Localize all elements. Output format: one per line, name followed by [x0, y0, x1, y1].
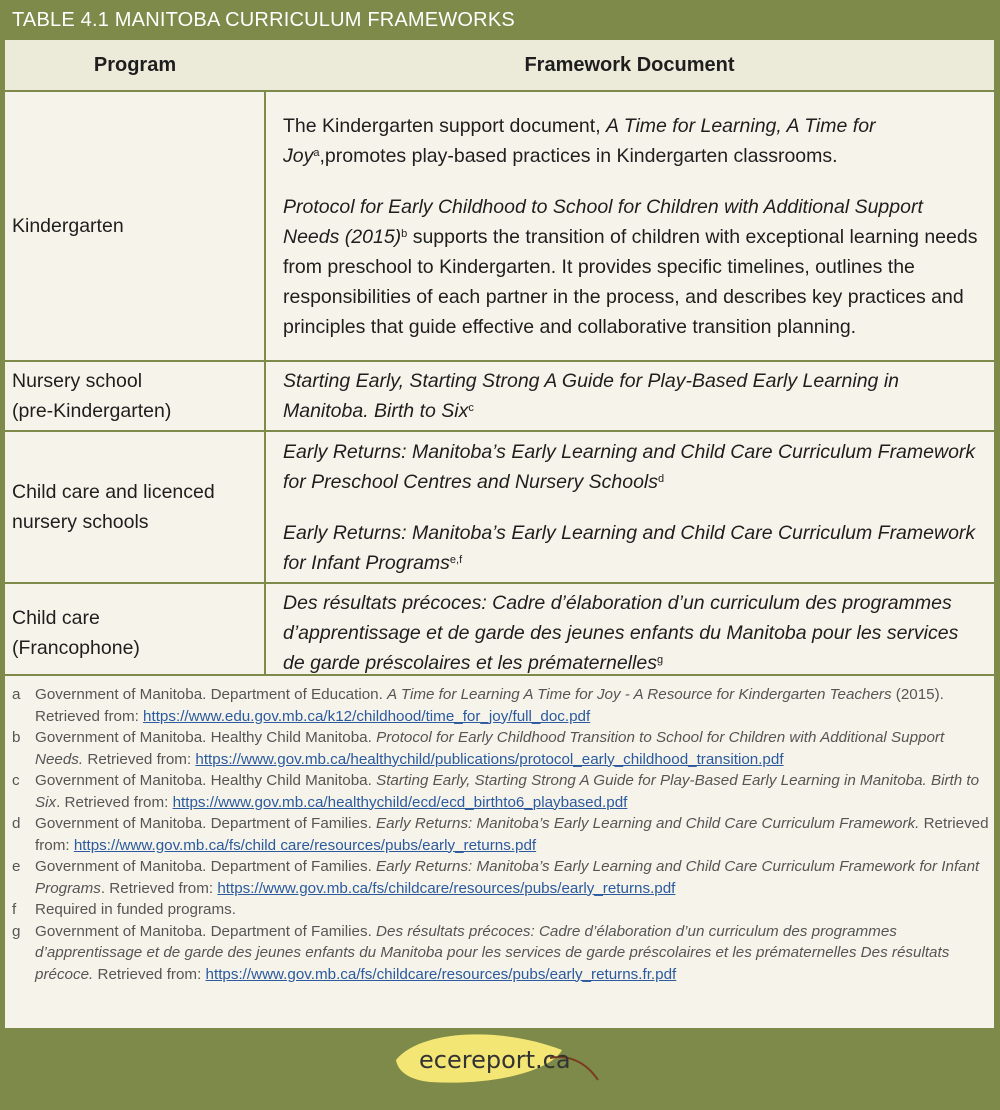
title-bar — [0, 0, 1000, 40]
framework-table — [5, 40, 994, 681]
table-row — [5, 361, 994, 431]
table-row — [5, 583, 994, 681]
footnote-link[interactable]: https://www.edu.gov.mb.ca/k12/childhood/time_for_joy/full_doc.pdf — [143, 707, 591, 725]
document-cell — [265, 431, 994, 583]
footnote: g Government of Manitoba. Department of Families. Des résultats précoces: Cadre d’élaboration d’un curriculum des programmes d’apprentissage et de garde des jeunes enfants du Manitoba pour les services de garde préscolaires et les prématernelles Des résultats précoce. Retrieved from: https://www.gov.mb.ca/fs/childcare/resources/pubs/early_returns.fr.pdf — [12, 922, 950, 983]
header-row — [5, 40, 994, 91]
document-paragraph: Early Returns: Manitoba’s Early Learning and Child Care Curriculum Framework for Infant Programs$^{e,f}$ — [283, 521, 976, 574]
footnote-link[interactable]: https://www.gov.mb.ca/healthychild/ecd/ecd_birthto6_playbased.pdf — [172, 793, 628, 811]
document-paragraph: The Kindergarten support document, A Time for Learning, A Time for Joy$^a$,promotes play-based practices in Kindergarten classrooms. — [283, 114, 876, 167]
footnote: a Government of Manitoba. Department of Education. A Time for Learning A Time for Joy - A Resource for Kindergarten Teachers (2015). Retrieved from: https://www.edu.gov.mb.ca/k12/childhood/time_for_joy/full_doc.pdf — [12, 686, 944, 725]
document-paragraph: Protocol for Early Childhood to School for Children with Additional Support Needs $(2015)^b$ supports the transition of children with exceptional learning needs from preschool to Kindergarten. It provides specific timelines, outlines the responsibilities of each partner in the process, and describes key practices and principles that guide effective and collaborative transition planning. — [283, 195, 978, 338]
footnote-link[interactable]: https://www.gov.mb.ca/healthychild/publications/protocol_early_childhood_transition.pdf — [195, 750, 784, 768]
footnote: c Government of Manitoba. Healthy Child Manitoba. Starting Early, Starting Strong A Guide for Play-Based Early Learning in Manitoba. Birth to Six. Retrieved from: https://www.gov.mb.ca/healthychild/ecd/ecd_birthto6_playbased.pdf — [12, 772, 980, 811]
header-program: Program — [5, 40, 265, 91]
program-cell — [5, 91, 265, 361]
program-cell: Nursery school (pre-Kindergarten) — [5, 361, 265, 431]
document-cell — [265, 91, 994, 361]
document-cell: Des résultats précoces: Cadre d’élaboration d’un curriculum des programmes d’apprentissage et de garde des jeunes enfants du Manitoba pour les services de garde préscolaires et les prématernelles$^g$ — [265, 583, 994, 681]
table-row — [5, 91, 994, 361]
footnote-link[interactable]: https://www.gov.mb.ca/fs/child care/resources/pubs/early_returns.pdf — [73, 836, 537, 854]
footnotes — [5, 674, 994, 1030]
program-label: Kindergarten — [12, 215, 124, 237]
footnote: e Government of Manitoba. Department of Families. Early Returns: Manitoba’s Early Learning and Child Care Curriculum Framework for Infant Programs. Retrieved from: https://www.gov.mb.ca/fs/childcare/resources/pubs/early_returns.pdf — [12, 858, 980, 897]
brand-text[interactable]: ecereport.ca — [419, 1046, 571, 1074]
table-title: TABLE 4.1 MANITOBA CURRICULUM FRAMEWORKS — [12, 9, 515, 31]
program-cell: Child care and licenced nursery schools — [5, 431, 265, 583]
footnote-link[interactable]: https://www.gov.mb.ca/fs/childcare/resources/pubs/early_returns.fr.pdf — [205, 965, 677, 983]
footnote: b Government of Manitoba. Healthy Child Manitoba. Protocol for Early Childhood Transition to School for Children with Additional Support Needs. Retrieved from: https://www.gov.mb.ca/healthychild/publications/protocol_early_childhood_transition.pdf — [12, 729, 945, 768]
header-document: Framework Document — [265, 40, 994, 91]
footnote: f Required in funded programs. — [12, 901, 236, 918]
program-cell: Child care (Francophone) — [5, 583, 265, 681]
document-paragraph: Early Returns: Manitoba’s Early Learning and Child Care Curriculum Framework for Preschool Centres and Nursery Schools$^d$ — [283, 440, 976, 493]
table-row — [5, 431, 994, 583]
footnote: d Government of Manitoba. Department of Families. Early Returns: Manitoba’s Early Learning and Child Care Curriculum Framework. Retrieved from: https://www.gov.mb.ca/fs/child care/resources/pubs/early_returns.pdf — [12, 815, 989, 854]
footnote-link[interactable]: https://www.gov.mb.ca/fs/childcare/resources/pubs/early_returns.pdf — [217, 879, 676, 897]
document-cell: Starting Early, Starting Strong A Guide for Play-Based Early Learning in Manitoba. Birth to Six$^c$ — [265, 361, 994, 431]
